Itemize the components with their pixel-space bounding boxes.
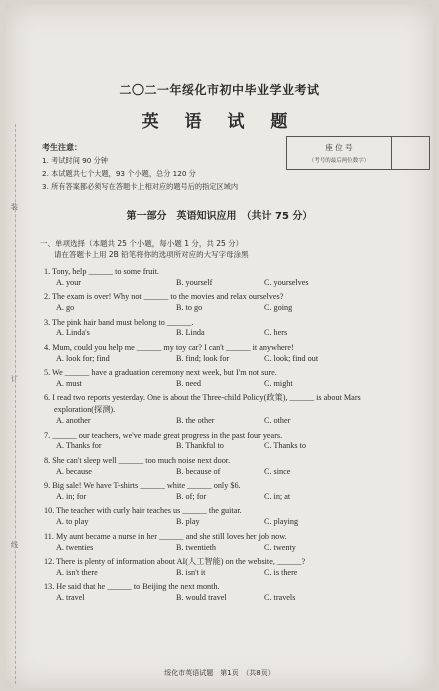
notice-title: 考生注意： — [42, 143, 82, 152]
answer-options — [44, 416, 424, 430]
option-a: A. Linda's — [56, 328, 90, 338]
answer-options — [44, 379, 424, 393]
option-c: C. look; find out — [264, 353, 319, 363]
question-stem: 11. My aunt became a nurse in her ______ and she still loves her job now. — [44, 531, 287, 541]
option-a: A. twenties — [56, 542, 94, 552]
option-b: B. play — [176, 517, 200, 527]
option-b: B. would travel — [176, 593, 227, 603]
option-a: A. to play — [56, 517, 89, 527]
option-b: B. to go — [176, 303, 203, 313]
option-a: A. another — [56, 416, 91, 426]
option-c: C. playing — [264, 517, 299, 527]
option-a: A. because — [56, 466, 92, 476]
question-stem: 3. The pink hair band must belong to ______. — [44, 317, 194, 327]
binding-mark-bottom: 线 — [11, 541, 18, 549]
option-a: A. your — [56, 277, 82, 287]
option-c: C. Thanks to — [264, 441, 306, 451]
candidate-notice — [42, 141, 238, 193]
option-a: A. go — [56, 303, 75, 313]
question-list — [44, 266, 424, 607]
exam-title: 二〇二一年绥化市初中毕业学业考试 — [119, 83, 320, 97]
option-c: C. might — [264, 378, 293, 388]
question-stem: 9. Big sale! We have T-shirts ______ white ______ only $6. — [44, 481, 241, 491]
seat-number-box — [286, 136, 430, 170]
answer-options — [44, 492, 424, 506]
seat-number-label — [287, 137, 392, 169]
option-c: C. is there — [264, 567, 298, 577]
option-a: A. Thanks for — [56, 441, 102, 451]
option-b: B. find; look for — [176, 353, 230, 363]
question-stem: 1. Tony, help ______ to some fruit. — [44, 267, 159, 276]
notice-item: 3. 所有答案都必须写在答题卡上相对应的题号后的指定区域内 — [42, 182, 239, 191]
option-a: A. in; for — [56, 491, 87, 501]
question-stem-continued: exploration(探测). — [54, 405, 116, 415]
answer-options — [44, 568, 424, 582]
subject-title: 英 语 试 题 — [141, 112, 298, 132]
option-a: A. isn't there — [56, 567, 98, 577]
seat-number-field[interactable] — [392, 137, 429, 169]
exam-paper — [6, 4, 433, 688]
question-stem: 12. There is plenty of information about AI(人工智能) on the website, ______? — [44, 557, 306, 567]
section-instruction: 请在答题卡上用 2B 铅笔将你的选项所对应的大写字母涂黑 — [54, 250, 249, 259]
binding-mark-middle: 订 — [11, 375, 18, 383]
question-stem: 4. Mum, could you help me ______ my toy car? I can't ______ it anywhere! — [44, 342, 294, 352]
answer-options — [44, 278, 424, 292]
option-c: C. travels — [264, 593, 296, 603]
answer-options — [44, 303, 424, 317]
answer-options — [44, 354, 424, 368]
answer-options — [44, 543, 424, 557]
option-b: B. need — [176, 378, 202, 388]
question-stem: 13. He said that he ______ to Beijing the next month. — [44, 582, 220, 592]
option-c: C. since — [264, 466, 291, 476]
seat-hint: （考号的最后两位数字） — [308, 158, 370, 164]
option-c: C. twenty — [264, 542, 296, 552]
answer-options — [44, 517, 424, 531]
page-footer: 绥化市英语试题 第1页 （共8页） — [164, 669, 275, 677]
part-title: 第一部分 英语知识应用 （共计 75 分） — [126, 211, 313, 222]
option-b: B. of; for — [176, 491, 207, 501]
question-stem: 10. The teacher with curly hair teaches us ______ the guitar. — [44, 506, 242, 516]
question-stem: 8. She can't sleep well ______ too much noise next door. — [44, 455, 231, 465]
option-a: A. travel — [56, 593, 85, 603]
question-stem: 7. ______ our teachers, we've made great progress in the past four years. — [44, 430, 283, 440]
answer-options — [44, 441, 424, 455]
option-b: B. Thankful to — [176, 441, 224, 451]
option-c: C. in; at — [264, 491, 291, 501]
answer-options — [44, 328, 424, 342]
question-stem: 6. I read two reports yesterday. One is about the Three-child Policy(政策), ______ is about Mars — [44, 393, 361, 403]
option-b: B. isn't it — [176, 567, 206, 577]
option-b: B. because of — [176, 466, 221, 476]
section-header — [40, 238, 249, 260]
option-b: B. Linda — [176, 328, 205, 338]
question-stem: 2. The exam is over! Why not ______ to the movies and relax ourselves? — [44, 292, 284, 302]
option-a: A. look for; find — [56, 353, 110, 363]
answer-options — [44, 467, 424, 481]
option-c: C. going — [264, 303, 293, 313]
seat-label: 座 位 号 — [325, 143, 353, 152]
section-title: 一、单项选择（本题共 25 个小题，每小题 1 分，共 25 分） — [40, 239, 244, 248]
option-b: B. the other — [176, 416, 215, 426]
option-b: B. twentieth — [176, 542, 217, 552]
option-c: C. yourselves — [264, 277, 309, 287]
option-c: C. other — [264, 416, 291, 426]
notice-item: 1. 考试时间 90 分钟 — [42, 156, 108, 165]
notice-item: 2. 本试题共七个大题，93 个小题，总分 120 分 — [42, 169, 196, 178]
option-b: B. yourself — [176, 277, 213, 287]
option-c: C. hers — [264, 328, 288, 338]
option-a: A. must — [56, 378, 82, 388]
question-stem: 5. We ______ have a graduation ceremony next week, but I'm not sure. — [44, 368, 277, 378]
binding-mark-top: 装 — [11, 203, 18, 211]
answer-options — [44, 593, 424, 607]
